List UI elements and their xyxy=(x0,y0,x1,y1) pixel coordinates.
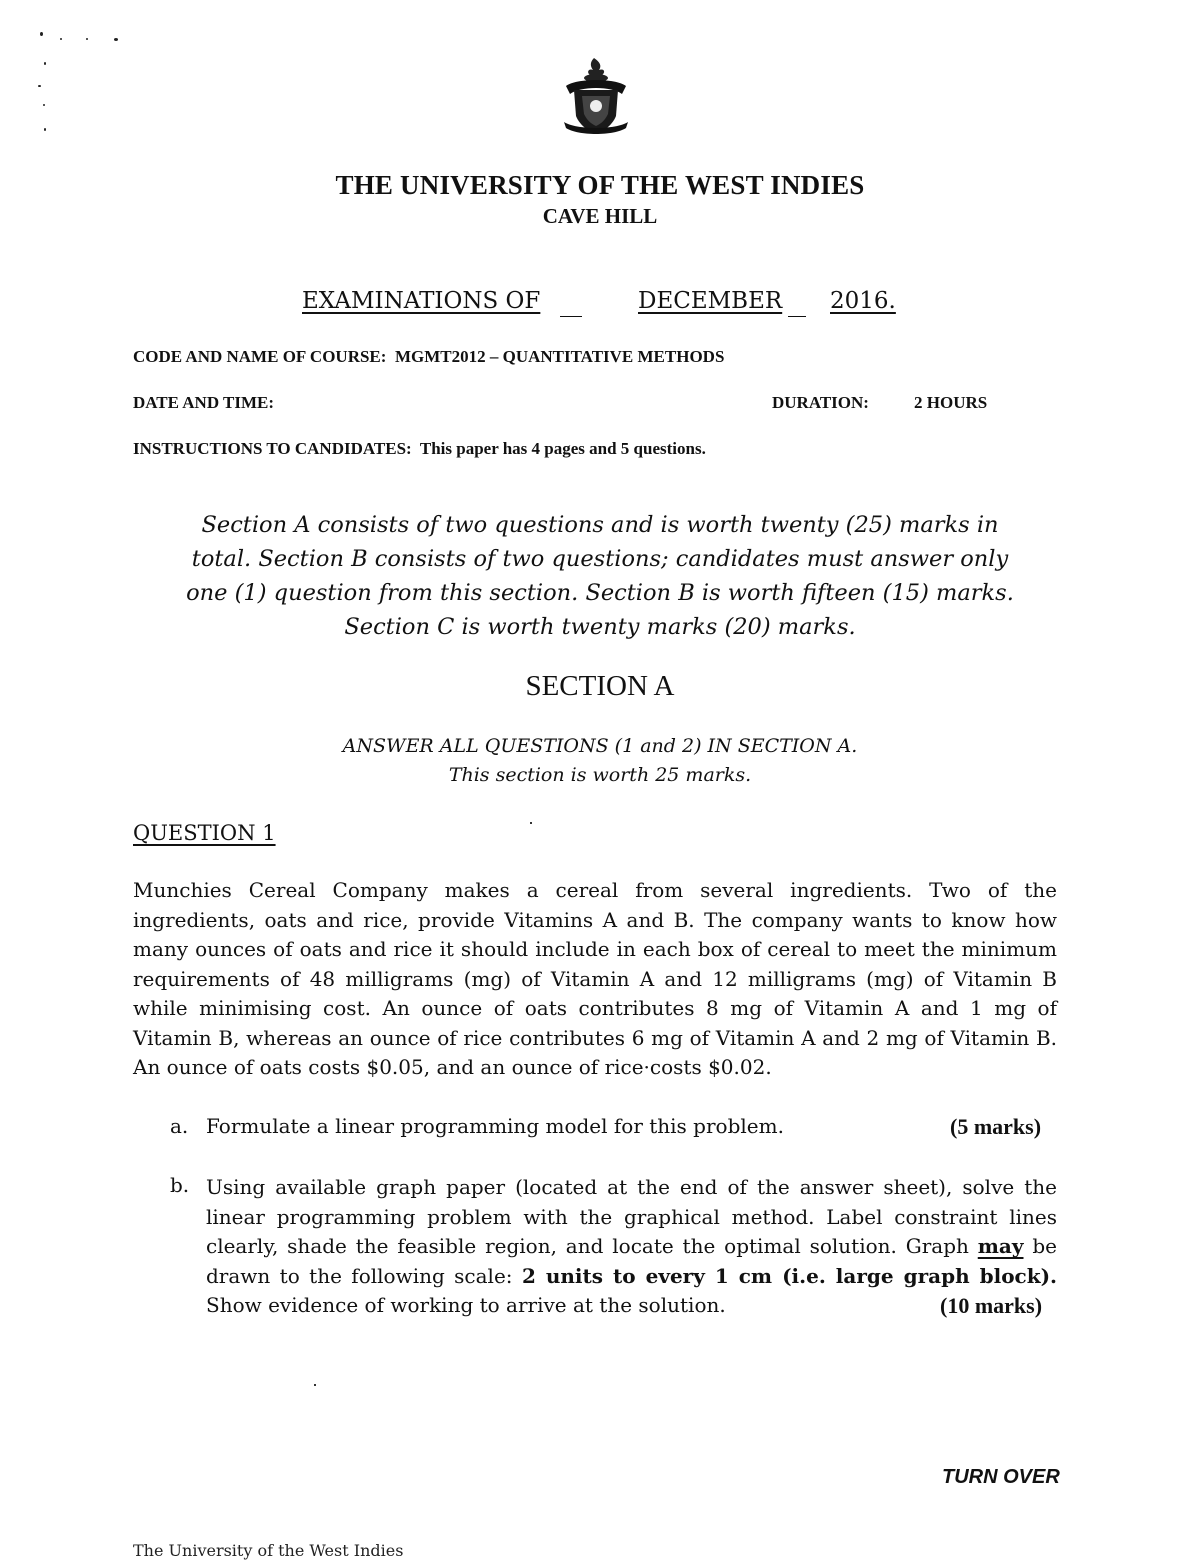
exam-underline-gap-2 xyxy=(788,316,806,317)
stray-dot xyxy=(530,822,532,824)
exam-underline-gap xyxy=(560,316,582,317)
duration-value: 2 HOURS xyxy=(914,393,988,412)
instructions-value: This paper has 4 pages and 5 questions. xyxy=(419,439,706,458)
course-label: CODE AND NAME OF COURSE: xyxy=(133,347,387,366)
university-name: THE UNIVERSITY OF THE WEST INDIES xyxy=(335,170,865,200)
part-a-text: Formulate a linear programming model for this problem. xyxy=(206,1114,784,1138)
campus-name: CAVE HILL xyxy=(542,204,658,228)
university-crest-logo xyxy=(556,56,636,138)
question-1-body: Munchies Cereal Company makes a cereal from several ingredients. Two of the ingredients, oats and rice, provide Vitamins A and B. The company wants to know how many ounces of oats and rice it should include in each box of cereal to meet the minimum requirements of 48 milligrams (mg) of Vitamin A and 12 milligrams (mg) of Vitamin B while minimising cost. An ounce of oats contributes 8 mg of Vitamin A and 1 mg of Vitamin B, whereas an ounce of rice contributes 6 mg of Vitamin A and 2 mg of Vitamin B. An ounce of oats costs $0.05, and an ounce of rice·costs $0.02. xyxy=(133,878,1057,1079)
datetime-label: DATE AND TIME: xyxy=(133,393,275,412)
part-a-marks: (5 marks) xyxy=(950,1114,1042,1139)
part-b-text-2: be drawn to the following scale: xyxy=(206,1234,1057,1288)
question-1-heading: QUESTION 1 xyxy=(133,821,276,845)
examinations-of-label: EXAMINATIONS OF xyxy=(302,288,541,314)
part-b-marks: (10 marks) xyxy=(940,1293,1043,1318)
intro-line-2: total. Section B consists of two questions; candidates must answer only xyxy=(191,546,1009,572)
turn-over-note: TURN OVER xyxy=(942,1466,1060,1488)
duration-label: DURATION: xyxy=(772,393,869,412)
part-b-text-3: Show evidence of working to arrive at the solution. xyxy=(206,1293,726,1317)
intro-paragraph xyxy=(0,508,1200,644)
course-row xyxy=(133,347,724,367)
stray-dot xyxy=(314,1384,316,1386)
intro-line-1: Section A consists of two questions and is worth twenty (25) marks in xyxy=(201,512,999,538)
instructions-label: INSTRUCTIONS TO CANDIDATES: xyxy=(133,439,412,458)
part-b-label: b. xyxy=(170,1173,190,1197)
section-a-instruction-2: This section is worth 25 marks. xyxy=(448,764,752,786)
part-b-may: may xyxy=(977,1234,1024,1258)
part-a-label: a. xyxy=(170,1114,189,1138)
exam-year: 2016. xyxy=(830,288,896,314)
part-b-scale: 2 units to every 1 cm (i.e. large graph block). xyxy=(521,1263,1057,1288)
instructions-row xyxy=(133,439,706,459)
part-b-text-1: Using available graph paper (located at the end of the answer sheet), solve the linear programming problem with the graphical method. Label constraint lines clearly, shade the feasible region, and locate the optimal solution. Graph xyxy=(206,1175,1057,1258)
intro-line-4: Section C is worth twenty marks (20) marks. xyxy=(344,614,856,640)
exam-month: DECEMBER xyxy=(638,288,783,314)
course-value: MGMT2012 – QUANTITATIVE METHODS xyxy=(394,347,725,366)
footer-institution: The University of the West Indies xyxy=(133,1541,404,1560)
section-a-title: SECTION A xyxy=(525,670,675,702)
part-b-text xyxy=(206,1173,1057,1321)
intro-line-3: one (1) question from this section. Section B is worth fifteen (15) marks. xyxy=(186,580,1014,606)
section-a-instruction-1: ANSWER ALL QUESTIONS (1 and 2) IN SECTION A. xyxy=(342,735,858,757)
